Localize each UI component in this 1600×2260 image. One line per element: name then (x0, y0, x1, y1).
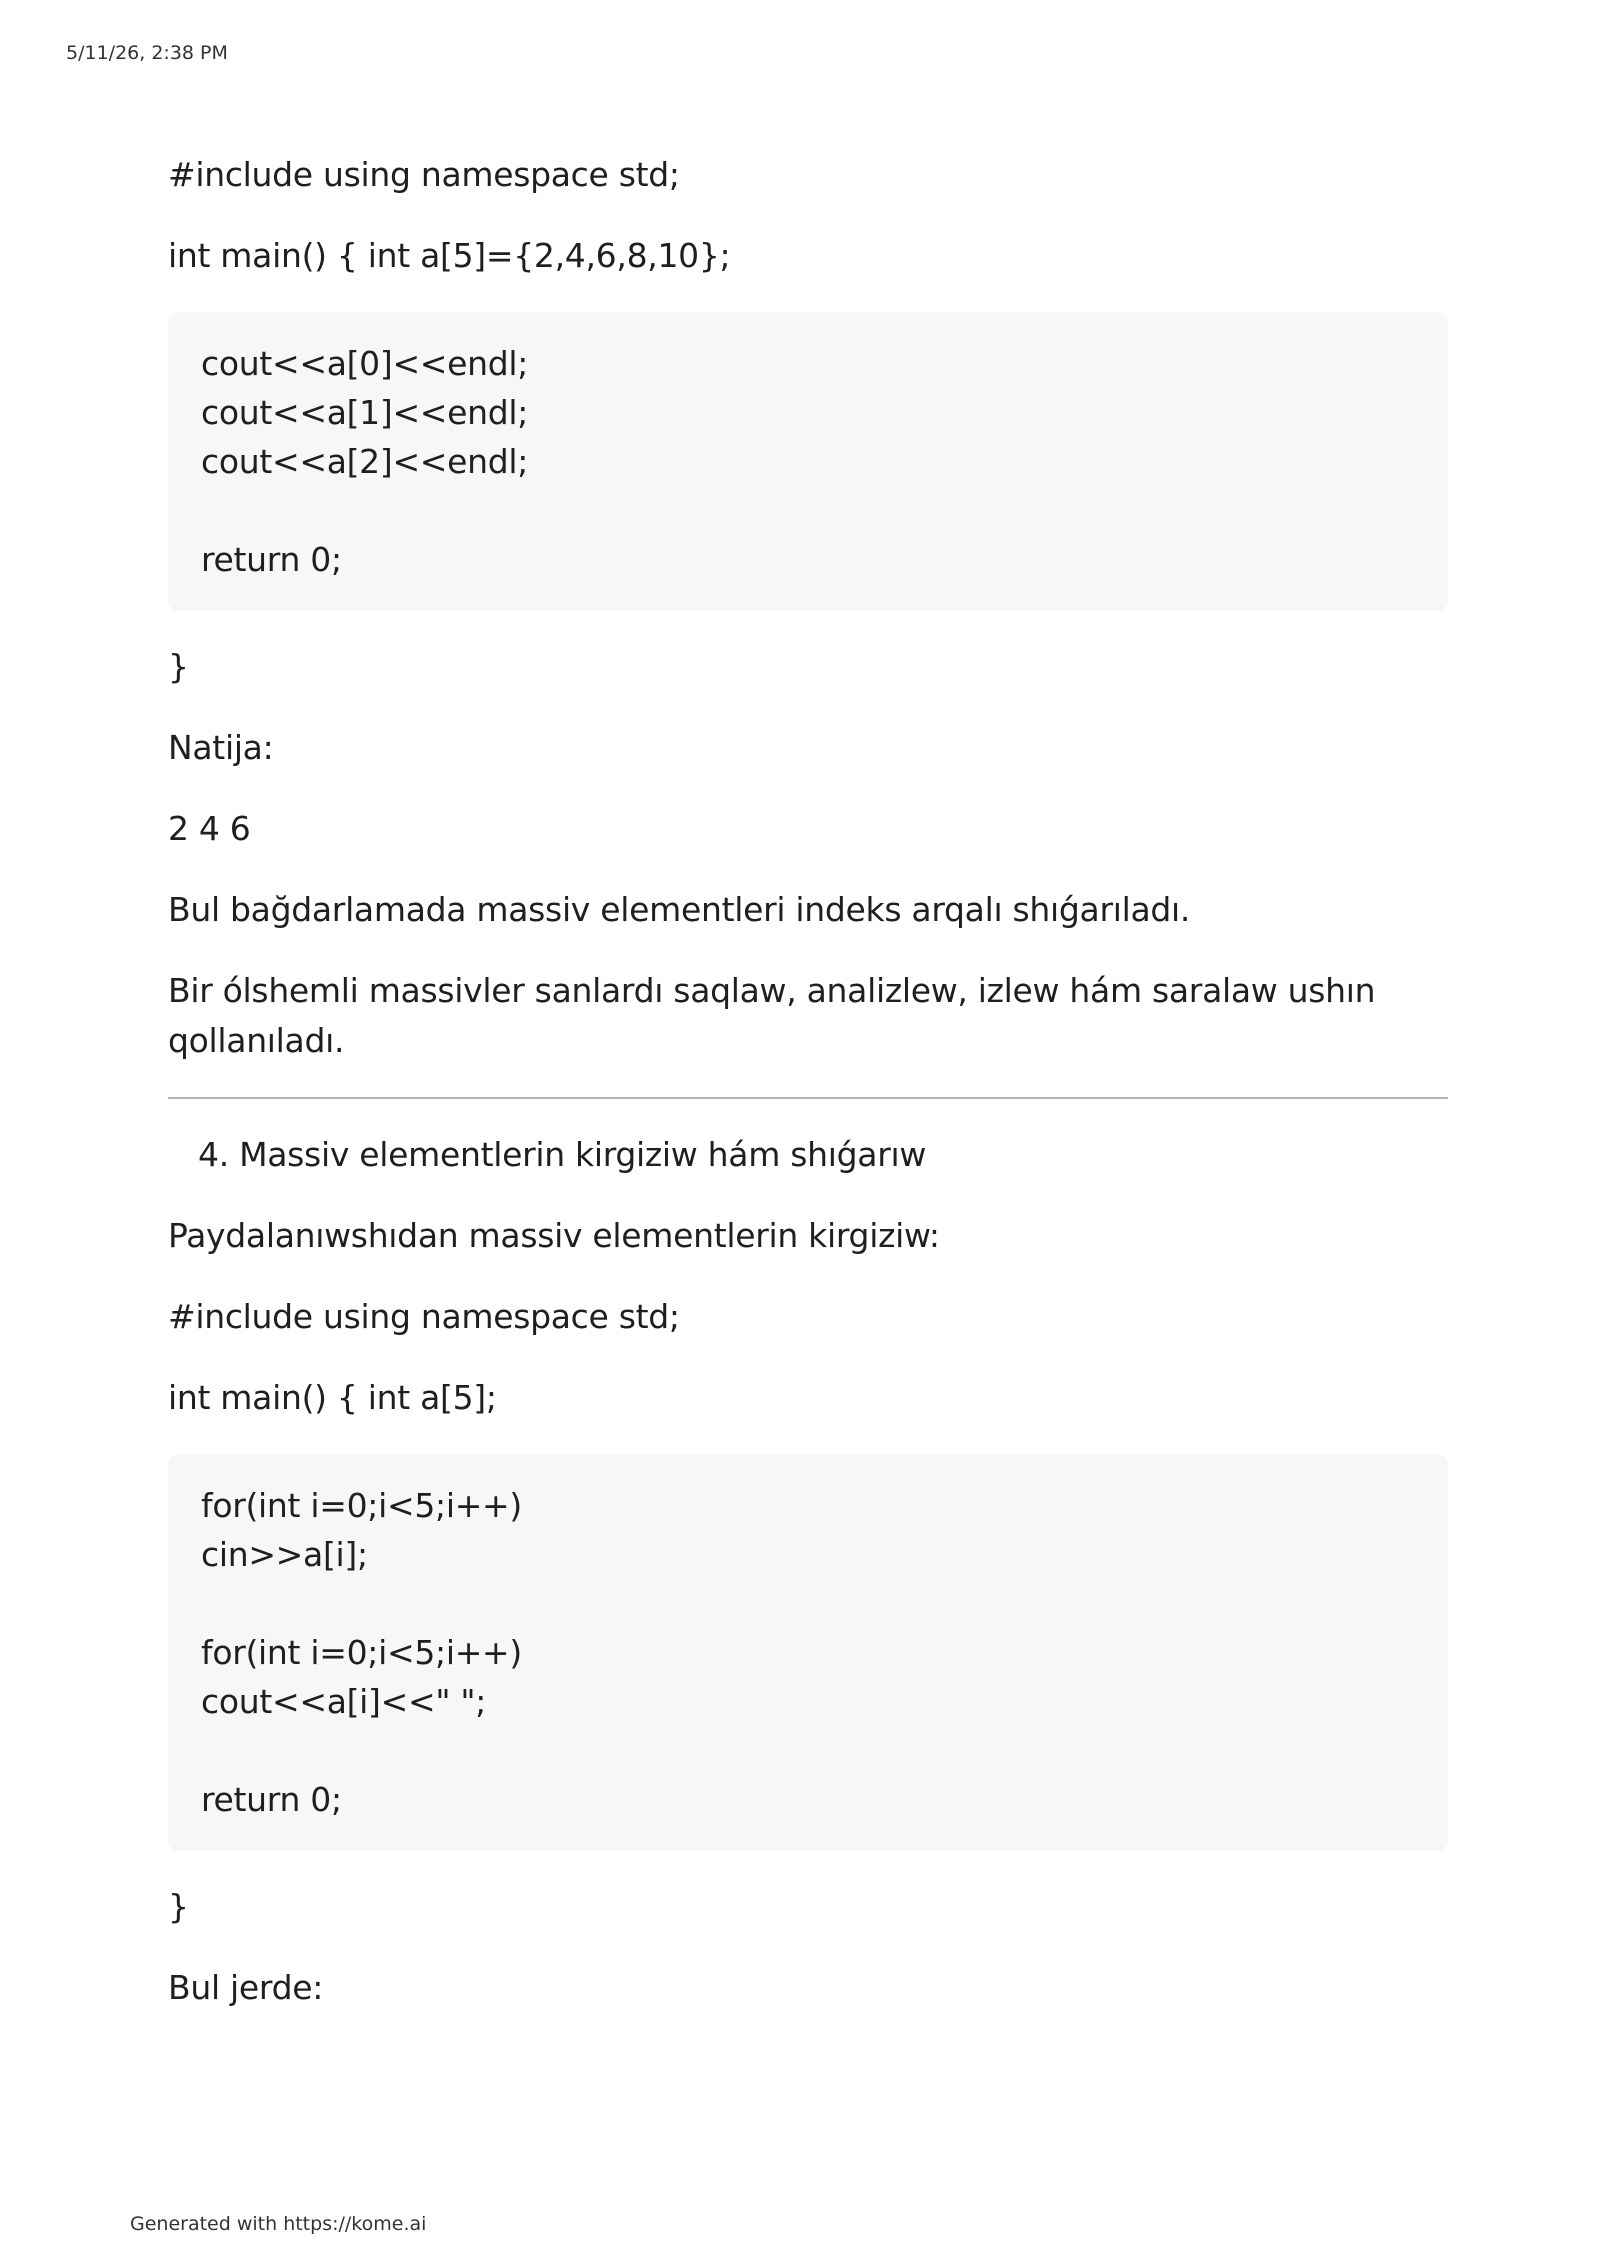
summary-paragraph: Bir ólshemli massivler sanlardı saqlaw, analizlew, izlew hám saralaw ushın qollanıladı. (168, 971, 1386, 1060)
code-line: return 0; (201, 1780, 342, 1819)
code-line: for(int i=0;i<5;i++) (201, 1486, 522, 1525)
code-line: for(int i=0;i<5;i++) (201, 1633, 522, 1672)
document-body (168, 150, 1448, 2044)
code-line: cout<<a[i]<<" "; (201, 1682, 487, 1721)
result-label: Natija: (168, 728, 274, 767)
code-text-main-declaration: int main() { int a[5]={2,4,6,8,10}; (168, 236, 731, 275)
print-timestamp: 5/11/26, 2:38 PM (66, 42, 228, 64)
code-line-blank (201, 486, 1415, 535)
code-text-closing-brace: } (168, 1887, 189, 1926)
code-line-blank (201, 1579, 1415, 1628)
result-value: 2 4 6 (168, 809, 251, 848)
code-line: cout<<a[1]<<endl; (201, 393, 529, 432)
section-divider (168, 1097, 1448, 1099)
code-line: cout<<a[2]<<endl; (201, 442, 529, 481)
code-line: cout<<a[0]<<endl; (201, 344, 529, 383)
section-intro: Paydalanıwshıdan massiv elementlerin kirgiziw: (168, 1216, 940, 1255)
generated-footer: Generated with https://kome.ai (130, 2213, 427, 2235)
section-heading: 4. Massiv elementlerin kirgiziw hám shıǵarıw (198, 1135, 927, 1174)
code-line: cin>>a[i]; (201, 1535, 368, 1574)
code-block-input-output (168, 1454, 1448, 1851)
code-text-include: #include using namespace std; (168, 1297, 680, 1336)
code-line-blank (201, 1726, 1415, 1775)
code-text-main-declaration: int main() { int a[5]; (168, 1378, 497, 1417)
explanation-lead-in: Bul jerde: (168, 1968, 324, 2007)
code-text-include: #include using namespace std; (168, 155, 680, 194)
code-text-closing-brace: } (168, 647, 189, 686)
explanation-paragraph: Bul bağdarlamada massiv elementleri indeks arqalı shıǵarıladı. (168, 890, 1191, 929)
code-line: return 0; (201, 540, 342, 579)
code-block-output (168, 312, 1448, 611)
